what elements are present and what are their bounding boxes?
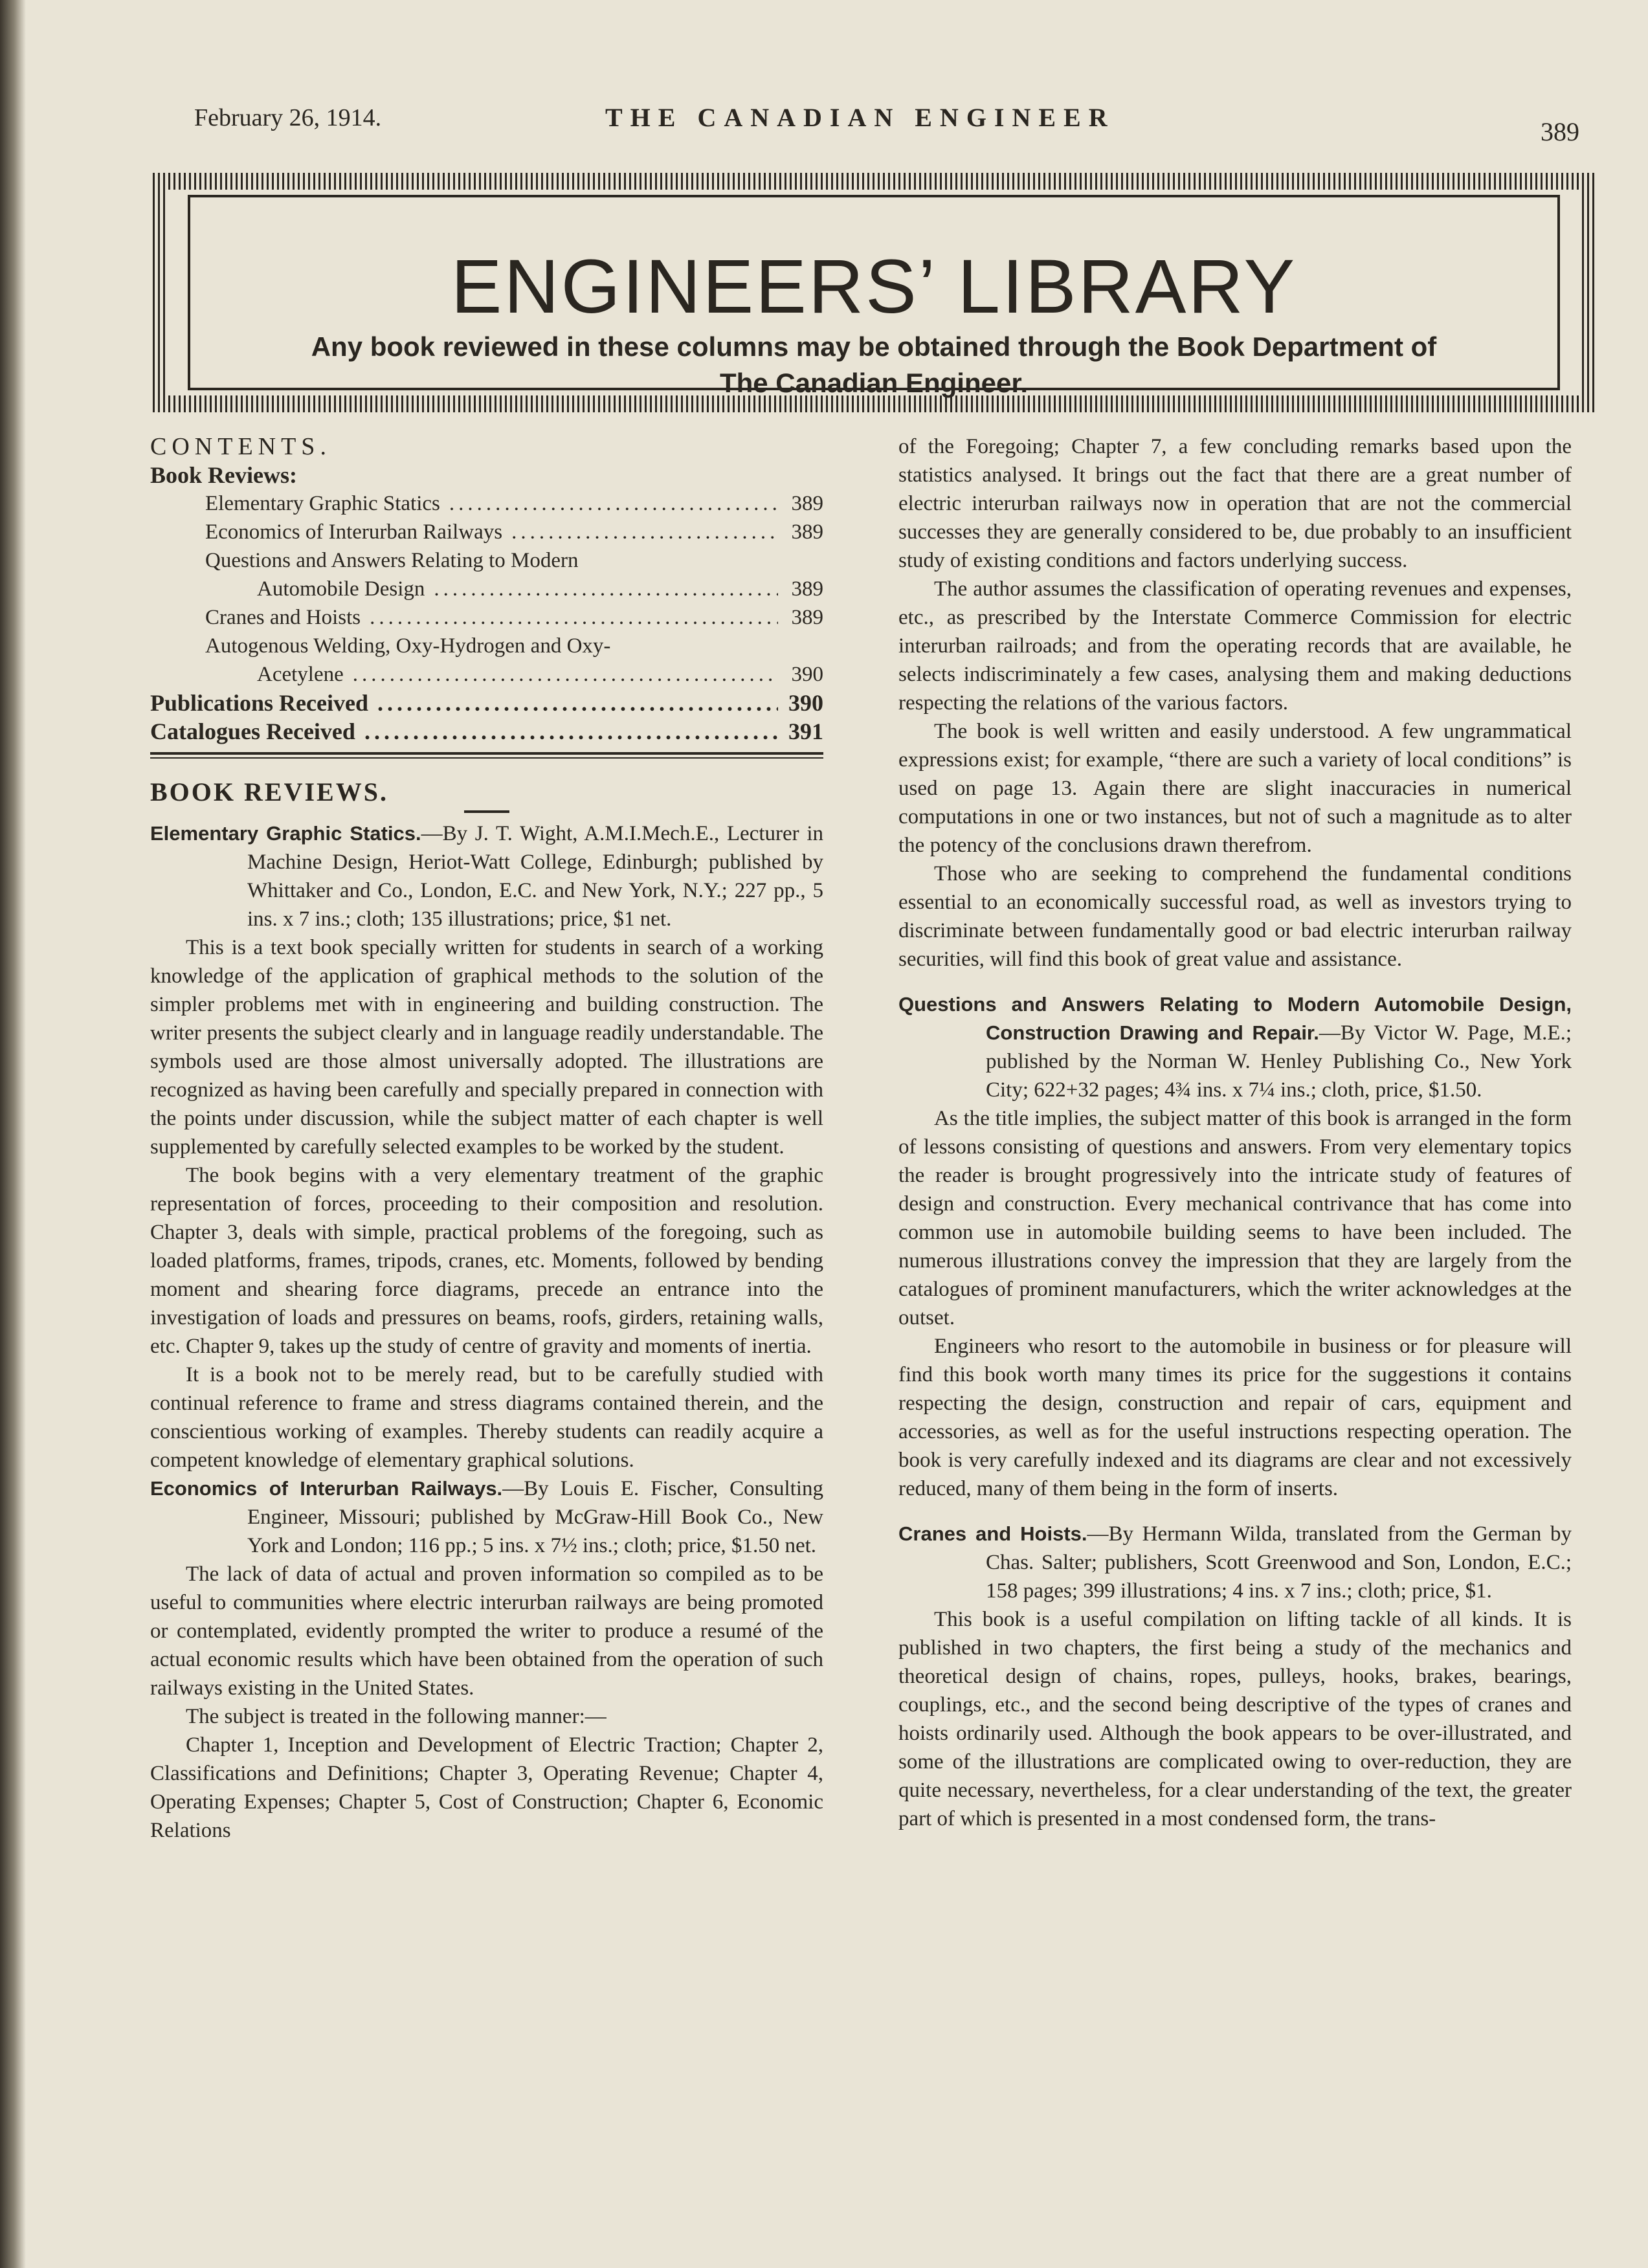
contents-title: CONTENTS. — [150, 433, 331, 460]
review-title: Economics of Interurban Railways. — [150, 1477, 503, 1500]
page-gutter-shadow — [0, 0, 26, 2268]
banner-subtitle-line-2: The Canadian Engineer. — [719, 368, 1029, 398]
review-citation — [150, 1474, 823, 1560]
toc-entry[interactable]: Catalogues Received ..... 391 — [150, 717, 823, 746]
toc-entry[interactable]: Elementary Graphic Statics ..... 389 — [150, 489, 823, 518]
review-title: Elementary Graphic Statics. — [150, 822, 421, 845]
spacer — [898, 1503, 1572, 1520]
paragraph: Chapter 1, Inception and Development of Electric Traction; Chapter 2, Classifications and Definitions; Chapter 3, Operating Revenue; Chapter 4, Operating Expenses; Chapter 5, Cost of Construction; Chapter 6, Economic Relations — [150, 1733, 823, 1842]
citation-text: —By Victor W. Page, M.E.; published by the Norman W. Henley Publishing Co., New York City; 622+32 pages; 4¾ ins. x 7¼ ins.; cloth, price, $1.50. — [986, 1021, 1572, 1102]
review-citation — [150, 819, 823, 933]
review-title: Cranes and Hoists. — [898, 1522, 1087, 1545]
toc-entry[interactable]: Publications Received ..... 390 — [150, 689, 823, 717]
left-column — [150, 432, 823, 1845]
toc-section-heading: Book Reviews: — [150, 462, 297, 488]
paragraph: This book is a useful compilation on lifting tackle of all kinds. It is published in two chapters, the first being a study of the mechanics and theoretical design of chains, ropes, pulleys, hooks, brakes, bearings, couplings, etc., and the second being descriptive of the types of cranes and hoists ordinarily used. Although the book appears to be over-illustrated, and some of the illustrations are complicated owing to over-reduction, they are quite necessary, nevertheless, for a clear understanding of the text, the greater part of which is presented in a most condensed form, the trans- — [898, 1608, 1572, 1830]
right-column — [898, 432, 1572, 1833]
toc-entry[interactable]: Economics of Interurban Railways ..... 389 — [150, 518, 823, 546]
contents-divider — [150, 752, 823, 755]
review-citation — [898, 990, 1572, 1104]
banner-subtitle — [168, 329, 1579, 401]
paragraph: The lack of data of actual and proven information so compiled as to be useful to communities where electric interurban railways are being promoted or contemplated, evidently prompted the writer to produce a resumé of the actual economic results which have been obtained from the operation of such railways existing in the United States. — [150, 1562, 823, 1700]
paragraph: As the title implies, the subject matter of this book is arranged in the form of lessons consisting of questions and answers. From very elementary topics the reader is brought progressively into the intricate study of features of design and construction. Every mechanical contrivance that has come into common use in automobile building seems to have been included. The numerous illustrations convey the impression that they are largely from the catalogues of prominent manufacturers, which the writer acknowledges at the outset. — [898, 1107, 1572, 1329]
toc-entry[interactable]: Acetylene ..... 390 — [150, 660, 823, 689]
paragraph: The book begins with a very elementary treatment of the graphic representation of forces, proceeding to their composition and resolution. Chapter 3, deals with simple, practical problems of the foregoing, such as loaded platforms, frames, tripods, cranes, etc. Moments, followed by bending moment and shearing force diagrams, precede an entrance into the investigation of loads and pressures on beams, roofs, girders, retaining walls, etc. Chapter 9, takes up the study of centre of gravity and moments of inertia. — [150, 1164, 823, 1358]
paragraph: of the Foregoing; Chapter 7, a few concluding remarks based upon the statistics analysed. It brings out the fact that there are a great number of electric interurban railways now in operation that are not the commercial successes they are generally considered to be, due probably to an insufficient study of existing conditions and factors underlying success. — [898, 435, 1572, 572]
banner-title: ENGINEERS’ LIBRARY — [451, 244, 1297, 329]
paragraph: The subject is treated in the following manner:— — [186, 1705, 607, 1728]
citation-text: —By Louis E. Fischer, Consulting Engineer, Missouri; published by McGraw-Hill Book Co., New York and London; 116 pp.; 5 ins. x 7½ ins.; cloth; price, $1.50 net. — [247, 1477, 823, 1557]
spacer — [898, 973, 1572, 990]
review-title: Questions and Answers Relating to Modern Automobile Design, Construction Drawing and Repair. — [898, 993, 1572, 1044]
paragraph: It is a book not to be merely read, but to be carefully studied with continual reference to frame and stress diagrams contained therein, and the conscientious working of examples. Thereby students can readily acquire a competent knowledge of elementary graphical solutions. — [150, 1363, 823, 1472]
running-header — [194, 97, 1579, 149]
heading-rule — [464, 810, 509, 813]
citation-text: —By Hermann Wilda, translated from the German by Chas. Salter; publishers, Scott Greenwood and Son, London, E.C.; 158 pages; 399 illustrations; 4 ins. x 7 ins.; cloth; price, $1. — [986, 1522, 1572, 1603]
engineers-library-banner — [153, 173, 1595, 412]
paragraph: Engineers who resort to the automobile in business or for pleasure will find this book worth many times its price for the suggestions it contains respecting the design, construction and repair of cars, equipment and accessories, as well as for the useful instructions respecting operation. The book is very carefully indexed and its diagrams are clear and not excessively reduced, many of them being in the form of inserts. — [898, 1335, 1572, 1500]
paragraph: Those who are seeking to comprehend the fundamental conditions essential to an economically successful road, as well as investors trying to discriminate between fundamentally good or bad electric interurban railway securities, will find this book of great value and assistance. — [898, 862, 1572, 971]
paragraph: This is a text book specially written for students in search of a working knowledge of the application of graphical methods to the solution of the simpler problems met with in engineering and building construction. The writer presents the subject clearly and in language readily understandable. The symbols used are those almost universally adopted. The illustrations are recognized as having been carefully and specially prepared in connection with the points under discussion, while the subject matter of each chapter is well supplemented by carefully selected examples to be worked by the student. — [150, 936, 823, 1159]
contents-divider-thin — [150, 757, 823, 759]
banner-subtitle-line-1: Any book reviewed in these columns may be obtained through the Book Department of — [311, 331, 1437, 362]
toc-entry[interactable]: Cranes and Hoists ..... 389 — [150, 603, 823, 632]
toc-entry-first-line[interactable]: Questions and Answers Relating to Modern — [205, 549, 579, 572]
toc-entry[interactable]: Automobile Design ..... 389 — [150, 575, 823, 603]
book-reviews-heading: BOOK REVIEWS. — [150, 777, 388, 806]
citation-text: —By J. T. Wight, A.M.I.Mech.E., Lecturer in Machine Design, Heriot-Watt College, Edinburgh; published by Whittaker and Co., London, E.C. and New York, N.Y.; 227 pp., 5 ins. x 7 ins.; cloth; 135 illustrations; price, $1 net. — [247, 822, 823, 931]
review-citation — [898, 1520, 1572, 1605]
issue-date: February 26, 1914. — [194, 104, 382, 131]
page-number: 389 — [1541, 117, 1579, 146]
paragraph: The book is well written and easily understood. A few ungrammatical expressions exist; for example, “there are such a variety of local conditions” is used on page 13. Again there are slight inaccuracies in numerical computations in one or two instances, but not of such a magnitude as to alter the potency of the conclusions drawn therefrom. — [898, 720, 1572, 857]
paragraph: The author assumes the classification of operating revenues and expenses, etc., as prescribed by the Interstate Commerce Commission for electric interurban railroads; and from the operating records that are available, he selects indiscriminately a few cases, analysing them and making deductions respecting the relations of the various factors. — [898, 577, 1572, 715]
toc-entry-first-line[interactable]: Autogenous Welding, Oxy-Hydrogen and Oxy- — [205, 634, 611, 658]
journal-title: THE CANADIAN ENGINEER — [605, 103, 1115, 132]
